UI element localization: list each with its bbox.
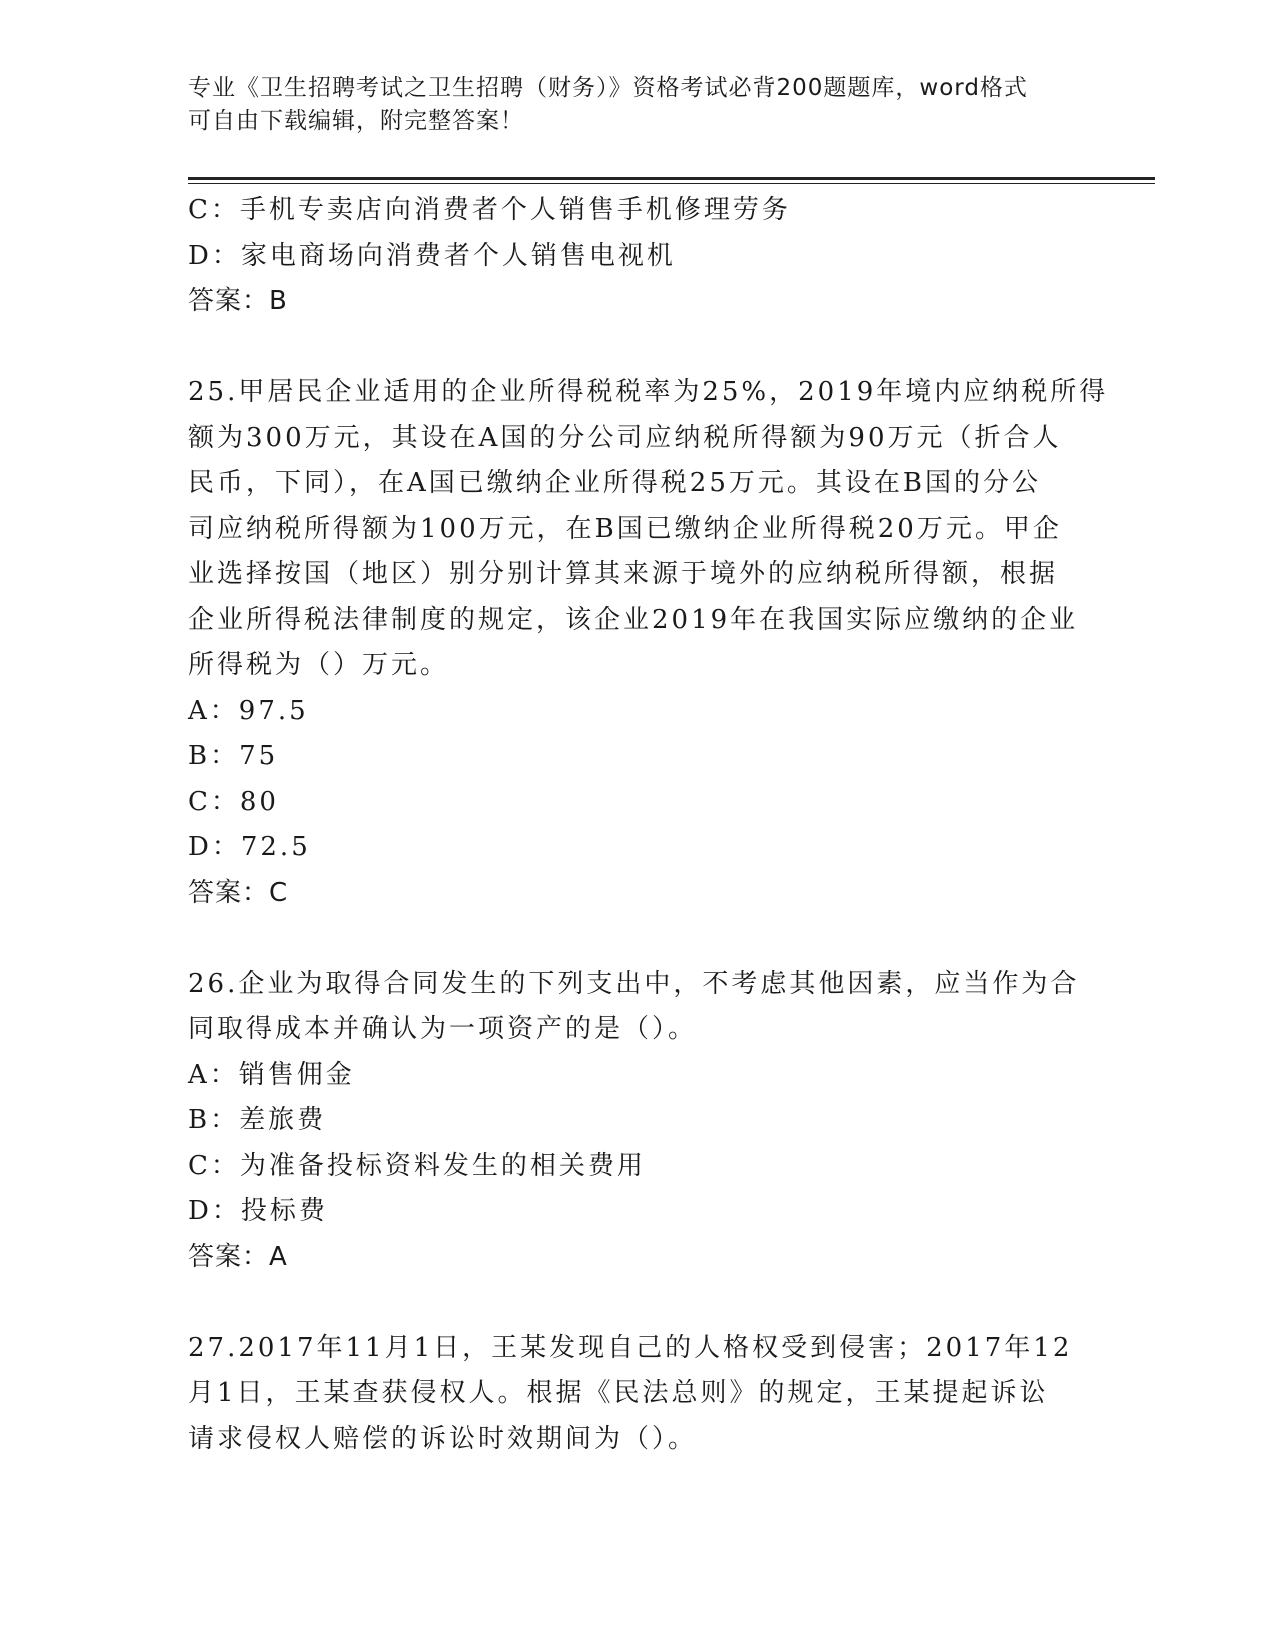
spacer [188,325,1088,371]
option-b: B：差旅费 [188,1105,327,1135]
option-d: D：投标费 [188,1196,328,1226]
document-body [188,188,1109,1462]
question-text-line: 请求侵权人赔偿的诉讼时效期间为（）。 [188,1423,698,1454]
option-d: D：72.5 [188,832,311,862]
question-text-line: 所得税为（）万元。 [188,650,450,680]
header-line-2: 可自由下载编辑，附完整答案！ [188,108,524,134]
option-c: C：80 [188,786,279,817]
spacer [188,916,1088,962]
question-text-line: 额为300万元，其设在A国的分公司应纳税所得额为90万元（折合人 [188,422,1062,453]
question-27 [188,1326,1088,1463]
question-text-line: 月1日，王某查获侵权人。根据《民法总则》的规定，王某提起诉讼 [188,1378,1049,1408]
answer: 答案：A [188,1241,288,1272]
header-line-1: 专业《卫生招聘考试之卫生招聘（财务）》资格考试必背200题题库，word格式 [188,75,1028,101]
question-text-line: 27.2017年11月1日，王某发现自己的人格权受到侵害；2017年12 [188,1332,1073,1363]
question-text-line: 民币，下同），在A国已缴纳企业所得税25万元。其设在B国的分公 [188,468,1041,498]
question-text-line: 同取得成本并确认为一项资产的是（）。 [188,1014,698,1044]
option-c: C：为准备投标资料发生的相关费用 [188,1150,646,1181]
option-c: C：手机专卖店向消费者个人销售手机修理劳务 [188,195,791,225]
question-text-line: 司应纳税所得额为100万元，在B国已缴纳企业所得税20万元。甲企 [188,513,1062,544]
option-a: A：销售佣金 [188,1059,355,1090]
answer: 答案：C [188,877,289,908]
page-header [188,72,1068,138]
spacer [188,1280,1088,1326]
option-d: D：家电商场向消费者个人销售电视机 [188,240,676,271]
header-divider [188,177,1155,180]
option-a: A：97.5 [188,695,309,726]
question-24-tail [188,188,1088,325]
question-text-line: 企业所得税法律制度的规定，该企业2019年在我国实际应缴纳的企业 [188,604,1079,635]
question-26 [188,962,1088,1281]
header-divider-thin [188,183,1155,184]
option-b: B：75 [188,741,279,771]
answer: 答案：B [188,286,288,316]
question-text-line: 25.甲居民企业适用的企业所得税税率为25%，2019年境内应纳税所得 [188,377,1109,407]
question-text-line: 业选择按国（地区）别分别计算其来源于境外的应纳税所得额，根据 [188,559,1059,589]
question-25 [188,370,1109,916]
question-text-line: 26.企业为取得合同发生的下列支出中，不考虑其他因素，应当作为合 [188,968,1080,999]
